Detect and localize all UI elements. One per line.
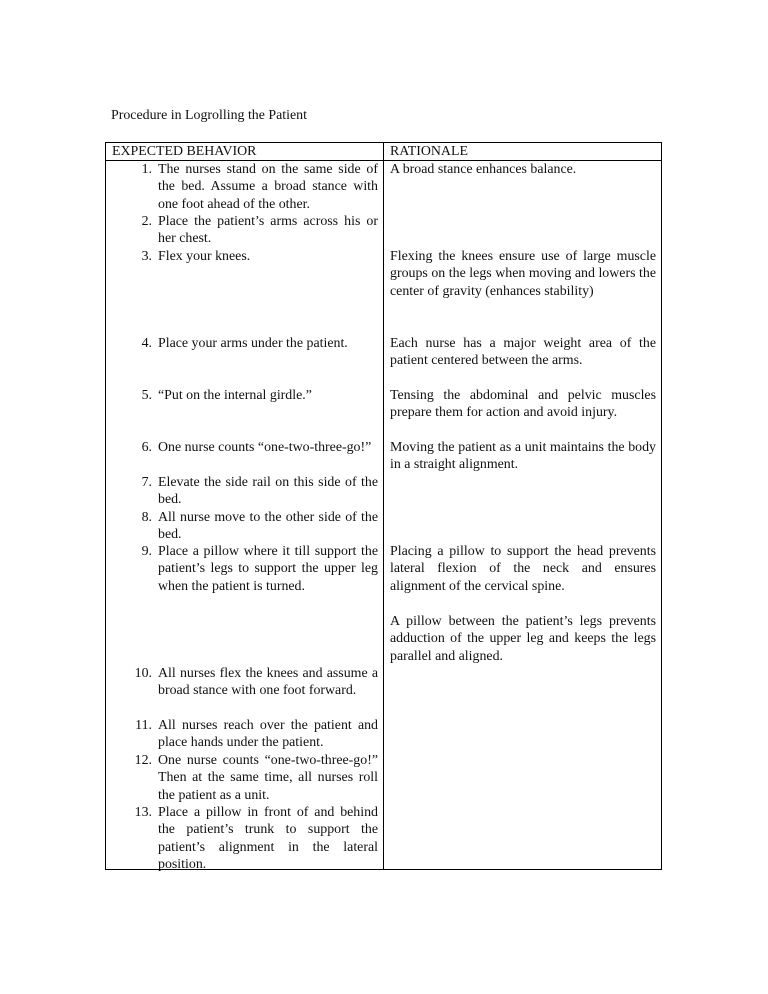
step-row	[106, 161, 378, 213]
step-number: 4.	[141, 336, 152, 351]
procedure-table	[105, 142, 662, 873]
step-number: 13.	[134, 805, 152, 820]
step-text: All nurses reach over the patient and place hands under the patient.	[158, 718, 378, 751]
step-number: 11.	[135, 718, 152, 733]
rationale-text: Each nurse has a major weight area of the patient centered between the arms.	[390, 336, 656, 369]
step-row	[106, 665, 378, 700]
rationale-text: Flexing the knees ensure use of large muscle groups on the legs when moving and lowers the center of gravity (enhances stability)	[390, 249, 656, 299]
column-divider	[383, 143, 384, 869]
step-row	[106, 248, 378, 265]
step-text: Elevate the side rail on this side of the bed.	[158, 475, 378, 508]
step-text: The nurses stand on the same side of the bed. Assume a broad stance with one foot ahead of the other.	[158, 162, 378, 212]
rationale-text: A pillow between the patient’s legs prevents adduction of the upper leg and keeps the legs parallel and aligned.	[390, 614, 656, 664]
step-number: 2.	[141, 214, 152, 229]
step-number: 7.	[141, 475, 152, 490]
step-text: All nurses flex the knees and assume a broad stance with one foot forward.	[158, 666, 378, 699]
step-row	[106, 543, 378, 595]
step-number: 6.	[141, 440, 152, 455]
step-row	[106, 439, 378, 456]
step-row	[106, 509, 378, 544]
step-text: Place the patient’s arms across his or her chest.	[158, 214, 378, 247]
step-text: Place a pillow in front of and behind the patient’s trunk to support the patient’s alignment in the lateral position.	[158, 805, 378, 873]
step-row	[106, 752, 378, 804]
rationale-text: Moving the patient as a unit maintains the body in a straight alignment.	[390, 440, 656, 473]
step-number: 10.	[134, 666, 152, 681]
step-number: 5.	[141, 388, 152, 403]
step-row	[106, 213, 378, 248]
page-title: Procedure in Logrolling the Patient	[111, 108, 307, 123]
step-number: 12.	[134, 753, 152, 768]
step-text: “Put on the internal girdle.”	[158, 388, 312, 403]
step-text: One nurse counts “one-two-three-go!” Then at the same time, all nurses roll the patient as a unit.	[158, 753, 378, 803]
step-text: Place a pillow where it till support the patient’s legs to support the upper leg when the patient is turned.	[158, 544, 378, 594]
step-text: All nurse move to the other side of the bed.	[158, 510, 378, 543]
step-row	[106, 717, 378, 752]
step-number: 8.	[141, 510, 152, 525]
step-row	[106, 387, 378, 404]
rationale-text: Tensing the abdominal and pelvic muscles prepare them for action and avoid injury.	[390, 388, 656, 421]
step-text: Place your arms under the patient.	[158, 336, 348, 351]
step-row	[106, 804, 378, 874]
step-number: 3.	[141, 249, 152, 264]
step-number: 9.	[141, 544, 152, 559]
step-text: Flex your knees.	[158, 249, 251, 264]
header-expected-behavior: EXPECTED BEHAVIOR	[112, 144, 257, 159]
header-rationale: RATIONALE	[390, 144, 468, 159]
step-number: 1.	[141, 162, 152, 177]
step-text: One nurse counts “one-two-three-go!”	[158, 440, 372, 455]
step-row	[106, 335, 378, 352]
step-row	[106, 474, 378, 509]
rationale-text: A broad stance enhances balance.	[390, 162, 577, 177]
rationale-text: Placing a pillow to support the head prevents lateral flexion of the neck and ensures alignment of the cervical spine.	[390, 544, 656, 594]
